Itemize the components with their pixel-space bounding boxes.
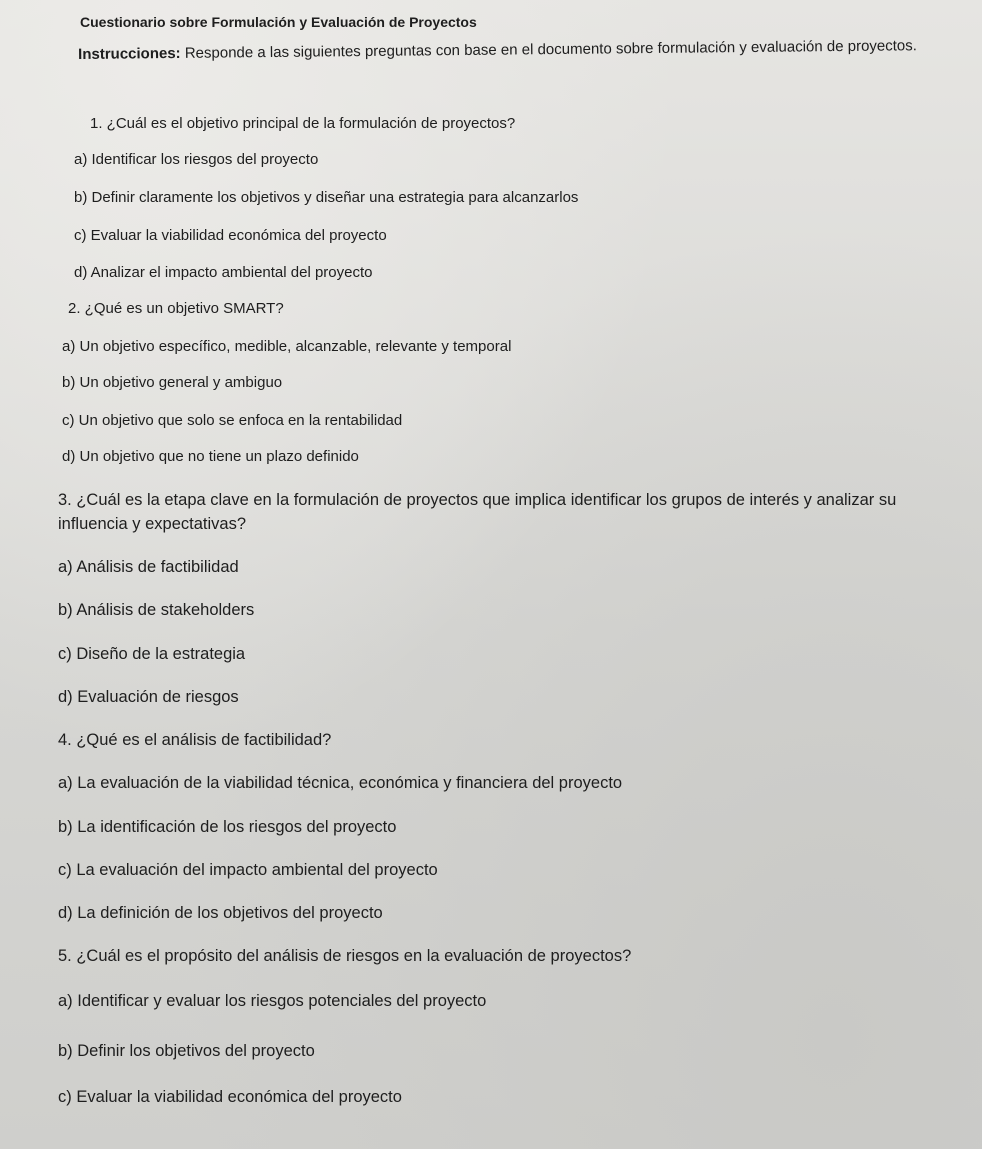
q4-option-d: d) La definición de los objetivos del proyecto (58, 904, 383, 922)
q2-option-b: b) Un objetivo general y ambiguo (62, 374, 283, 391)
q2-option-c: c) Un objetivo que solo se enfoca en la rentabilidad (62, 412, 403, 429)
q3-option-d: d) Evaluación de riesgos (58, 688, 239, 706)
q2-option-d: d) Un objetivo que no tiene un plazo definido (62, 448, 359, 465)
question-1: 1. ¿Cuál es el objetivo principal de la formulación de proyectos? (90, 115, 516, 132)
question-2: 2. ¿Qué es un objetivo SMART? (68, 300, 284, 317)
q1-option-b: b) Definir claramente los objetivos y diseñar una estrategia para alcanzarlos (74, 189, 579, 206)
q1-option-c: c) Evaluar la viabilidad económica del proyecto (74, 227, 387, 244)
instructions-label: Instrucciones: (78, 44, 181, 63)
question-5: 5. ¿Cuál es el propósito del análisis de riesgos en la evaluación de proyectos? (58, 947, 632, 965)
instructions (78, 35, 938, 65)
instructions-text: Responde a las siguientes preguntas con base en el documento sobre formulación y evaluación de proyectos. (184, 37, 917, 62)
q4-option-b: b) La identificación de los riesgos del proyecto (58, 818, 397, 836)
q5-option-b: b) Definir los objetivos del proyecto (58, 1042, 315, 1060)
q3-option-a: a) Análisis de factibilidad (58, 558, 239, 576)
q3-option-b: b) Análisis de stakeholders (58, 601, 255, 619)
q4-option-a: a) La evaluación de la viabilidad técnica, económica y financiera del proyecto (58, 774, 623, 792)
q5-option-a: a) Identificar y evaluar los riesgos potenciales del proyecto (58, 992, 487, 1010)
question-3-line-2: influencia y expectativas? (58, 515, 247, 533)
q4-option-c: c) La evaluación del impacto ambiental del proyecto (58, 861, 438, 879)
q1-option-d: d) Analizar el impacto ambiental del proyecto (74, 264, 373, 281)
question-3-line-1: 3. ¿Cuál es la etapa clave en la formulación de proyectos que implica identificar los grupos de interés y analizar su (58, 491, 897, 509)
q1-option-a: a) Identificar los riesgos del proyecto (74, 151, 319, 168)
q3-option-c: c) Diseño de la estrategia (58, 645, 246, 663)
q2-option-a: a) Un objetivo específico, medible, alcanzable, relevante y temporal (62, 338, 512, 355)
question-4: 4. ¿Qué es el análisis de factibilidad? (58, 731, 332, 749)
q5-option-c: c) Evaluar la viabilidad económica del proyecto (58, 1088, 402, 1106)
page-title: Cuestionario sobre Formulación y Evaluación de Proyectos (80, 14, 477, 30)
